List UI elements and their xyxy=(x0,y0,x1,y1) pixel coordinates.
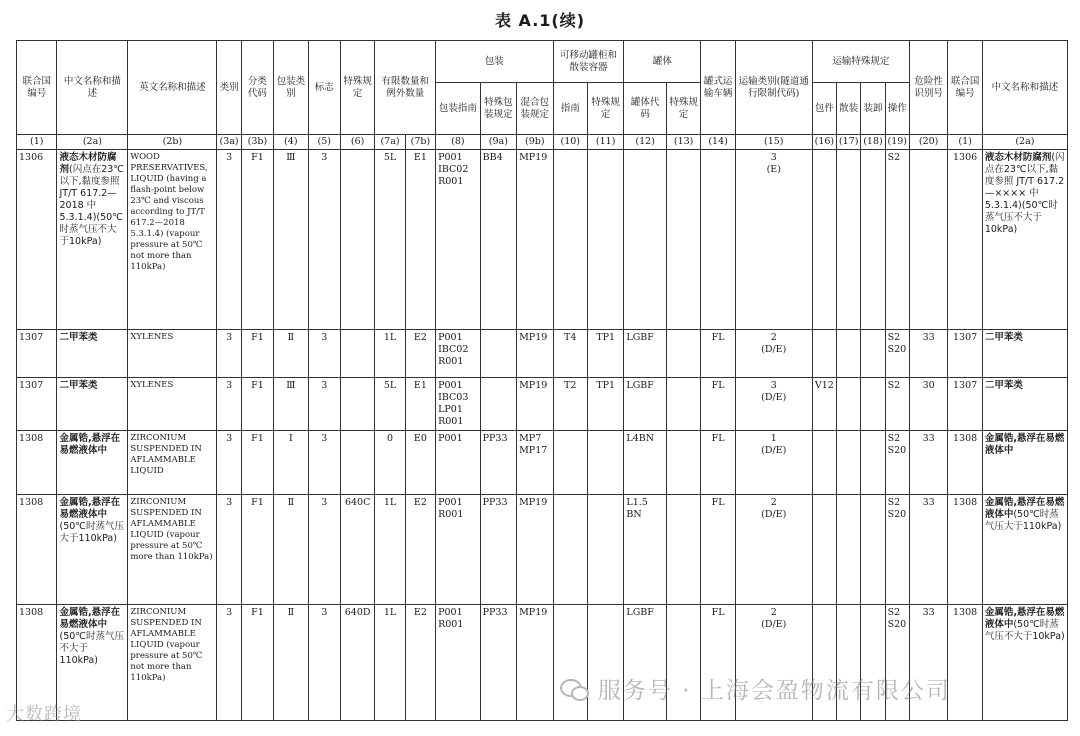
chinese-name-cell-right xyxy=(982,378,1067,431)
tank-special-cell xyxy=(666,431,700,495)
portable-tank-special-cell: TP1 xyxy=(587,330,623,378)
tank-code-cell: L4BN xyxy=(624,431,667,495)
header-packing-instructions: 包装指南 xyxy=(436,83,481,135)
un-number-cell: 1306 xyxy=(17,150,57,330)
column-number: (15) xyxy=(735,135,812,150)
portable-tank-special-cell xyxy=(587,495,623,605)
column-number: (17) xyxy=(837,135,861,150)
vehicle-cell: FL xyxy=(701,495,735,605)
packing-group-cell: Ⅲ xyxy=(274,150,308,330)
portable-tank-instruction-cell xyxy=(553,431,587,495)
header-un-no-2: 联合国编号 xyxy=(948,41,982,135)
header-class: 类别 xyxy=(217,41,241,135)
header-name-en: 英文名称和描述 xyxy=(128,41,217,135)
column-number: (6) xyxy=(340,135,374,150)
packing-group-cell: Ⅱ xyxy=(274,495,308,605)
limited-quantity-cell: 1L xyxy=(375,330,405,378)
bulk-provision-cell xyxy=(837,378,861,431)
special-provision-cell xyxy=(340,378,374,431)
table-row xyxy=(17,330,1068,378)
portable-tank-special-cell xyxy=(587,150,623,330)
header-ts-loading: 装卸 xyxy=(861,83,885,135)
column-number: (12) xyxy=(624,135,667,150)
bulk-provision-cell xyxy=(837,431,861,495)
vehicle-cell: FL xyxy=(701,431,735,495)
chinese-name-cell xyxy=(57,431,128,495)
chinese-name-detail: (50℃时蒸气压大于110kPa) xyxy=(984,509,1062,532)
class-code-cell: F1 xyxy=(241,378,273,431)
corner-watermark: 大数跨境 xyxy=(6,704,82,725)
watermark xyxy=(560,672,951,705)
chinese-name-bold: 液态木材防腐剂 xyxy=(984,152,1052,163)
packing-instruction-cell: P001 IBC02 R001 xyxy=(436,150,481,330)
un-number-cell: 1308 xyxy=(948,495,982,605)
portable-tank-instruction-cell: T4 xyxy=(553,330,587,378)
bulk-provision-cell xyxy=(837,330,861,378)
header-packaging: 包装 xyxy=(436,41,553,83)
packing-instruction-cell: P001 R001 xyxy=(436,495,481,605)
column-number: (14) xyxy=(701,135,735,150)
un-number-cell: 1306 xyxy=(948,150,982,330)
header-pt-special: 特殊规定 xyxy=(587,83,623,135)
packing-group-cell: Ⅲ xyxy=(274,378,308,431)
header-name-zh-2: 中文名称和描述 xyxy=(982,41,1067,135)
header-class-code: 分类代码 xyxy=(241,41,273,135)
chinese-name-bold: 液态木材防腐剂 xyxy=(59,152,117,175)
column-number: (3a) xyxy=(217,135,241,150)
excepted-quantity-cell: E1 xyxy=(405,150,435,330)
english-name-cell: ZIRCONIUM SUSPENDED IN AFLAMMABLE LIQUID (vapour pressure at 50℃ not more than 110kPa) xyxy=(128,605,217,721)
header-limited-excepted: 有限数量和例外数量 xyxy=(375,41,436,135)
mixed-packing-cell: MP19 xyxy=(517,495,553,605)
wechat-icon xyxy=(560,677,590,701)
hazard-id-cell: 33 xyxy=(909,605,947,721)
chinese-name-bold: 二甲苯类 xyxy=(59,380,98,391)
chinese-name-bold: 金属锆,悬浮在易燃液体中 xyxy=(984,607,1065,630)
limited-quantity-cell: 5L xyxy=(375,150,405,330)
column-number: (18) xyxy=(861,135,885,150)
operation-provision-cell: S2 S20 xyxy=(885,495,909,605)
chinese-name-cell xyxy=(57,330,128,378)
table-row xyxy=(17,495,1068,605)
mixed-packing-cell: MP19 xyxy=(517,378,553,431)
table-header xyxy=(17,41,1068,135)
chinese-name-bold: 金属锆,悬浮在易燃液体中 xyxy=(59,433,121,456)
un-number-cell: 1308 xyxy=(948,605,982,721)
operation-provision-cell: S2 S20 xyxy=(885,605,909,721)
mixed-packing-cell: MP7 MP17 xyxy=(517,431,553,495)
chinese-name-cell-right xyxy=(982,150,1067,330)
special-provision-cell: 640C xyxy=(340,495,374,605)
excepted-quantity-cell: E1 xyxy=(405,378,435,431)
vehicle-cell xyxy=(701,150,735,330)
page-title: 表 A.1(续) xyxy=(494,11,586,30)
excepted-quantity-cell: E2 xyxy=(405,330,435,378)
special-packing-cell xyxy=(480,378,516,431)
portable-tank-special-cell: TP1 xyxy=(587,378,623,431)
hazard-id-cell: 30 xyxy=(909,378,947,431)
header-ts-bulk: 散装 xyxy=(837,83,861,135)
label-cell: 3 xyxy=(308,378,340,431)
loading-provision-cell xyxy=(861,378,885,431)
transport-category-cell: 3 (D/E) xyxy=(735,378,812,431)
bulk-provision-cell xyxy=(837,150,861,330)
dangerous-goods-table xyxy=(16,40,1068,721)
limited-quantity-cell: 0 xyxy=(375,431,405,495)
label-cell: 3 xyxy=(308,605,340,721)
header-transport-category: 运输类别(隧道通行限制代码) xyxy=(735,41,812,135)
class-cell: 3 xyxy=(217,495,241,605)
package-provision-cell xyxy=(812,431,836,495)
mixed-packing-cell: MP19 xyxy=(517,330,553,378)
package-provision-cell xyxy=(812,330,836,378)
chinese-name-bold: 二甲苯类 xyxy=(984,332,1023,343)
un-number-cell: 1308 xyxy=(17,605,57,721)
transport-category-cell: 1 (D/E) xyxy=(735,431,812,495)
limited-quantity-cell: 1L xyxy=(375,495,405,605)
column-number: (1) xyxy=(948,135,982,150)
vehicle-cell: FL xyxy=(701,605,735,721)
loading-provision-cell xyxy=(861,150,885,330)
chinese-name-cell xyxy=(57,495,128,605)
hazard-id-cell: 33 xyxy=(909,330,947,378)
special-provision-cell xyxy=(340,150,374,330)
column-number: (16) xyxy=(812,135,836,150)
column-number: (10) xyxy=(553,135,587,150)
un-number-cell: 1308 xyxy=(17,495,57,605)
column-number: (4) xyxy=(274,135,308,150)
special-provision-cell xyxy=(340,431,374,495)
special-provision-cell: 640D xyxy=(340,605,374,721)
column-number: (19) xyxy=(885,135,909,150)
chinese-name-detail: (50℃时蒸气压不大于10kPa) xyxy=(984,619,1065,642)
limited-quantity-cell: 1L xyxy=(375,605,405,721)
transport-category-cell: 2 (D/E) xyxy=(735,605,812,721)
english-name-cell: ZIRCONIUM SUSPENDED IN AFLAMMABLE LIQUID (vapour pressure at 50℃ more than 110kPa) xyxy=(128,495,217,605)
table-row xyxy=(17,378,1068,431)
header-pt-instructions: 指南 xyxy=(553,83,587,135)
special-packing-cell: BB4 xyxy=(480,150,516,330)
class-cell: 3 xyxy=(217,605,241,721)
column-number: (5) xyxy=(308,135,340,150)
class-code-cell: F1 xyxy=(241,431,273,495)
class-cell: 3 xyxy=(217,150,241,330)
column-number: (2b) xyxy=(128,135,217,150)
label-cell: 3 xyxy=(308,431,340,495)
packing-group-cell: Ⅱ xyxy=(274,605,308,721)
column-number: (1) xyxy=(17,135,57,150)
un-number-cell: 1307 xyxy=(17,378,57,431)
chinese-name-cell-right xyxy=(982,495,1067,605)
column-number: (20) xyxy=(909,135,947,150)
hazard-id-cell: 33 xyxy=(909,431,947,495)
portable-tank-instruction-cell xyxy=(553,150,587,330)
column-number: (2a) xyxy=(57,135,128,150)
tank-special-cell xyxy=(666,330,700,378)
header-packing-group: 包装类别 xyxy=(274,41,308,135)
un-number-cell: 1307 xyxy=(948,330,982,378)
header-ts-package: 包件 xyxy=(812,83,836,135)
english-name-cell: XYLENES xyxy=(128,330,217,378)
operation-provision-cell: S2 S20 xyxy=(885,330,909,378)
header-special-provisions: 特殊规定 xyxy=(340,41,374,135)
operation-provision-cell: S2 S20 xyxy=(885,431,909,495)
column-number: (9a) xyxy=(480,135,516,150)
chinese-name-cell-right xyxy=(982,431,1067,495)
portable-tank-instruction-cell: T2 xyxy=(553,378,587,431)
tank-special-cell xyxy=(666,378,700,431)
label-cell: 3 xyxy=(308,495,340,605)
column-number: (7b) xyxy=(405,135,435,150)
class-code-cell: F1 xyxy=(241,495,273,605)
column-number: (13) xyxy=(666,135,700,150)
column-number: (9b) xyxy=(517,135,553,150)
excepted-quantity-cell: E2 xyxy=(405,495,435,605)
portable-tank-instruction-cell xyxy=(553,495,587,605)
header-tanks: 罐体 xyxy=(624,41,701,83)
chinese-name-bold: 金属锆,悬浮在易燃液体中 xyxy=(59,497,121,520)
chinese-name-bold: 金属锆,悬浮在易燃液体中 xyxy=(59,607,121,630)
operation-provision-cell: S2 xyxy=(885,378,909,431)
bulk-provision-cell xyxy=(837,495,861,605)
portable-tank-special-cell xyxy=(587,431,623,495)
hazard-id-cell xyxy=(909,150,947,330)
english-name-cell: ZIRCONIUM SUSPENDED IN AFLAMMABLE LIQUID xyxy=(128,431,217,495)
chinese-name-cell-right xyxy=(982,605,1067,721)
transport-category-cell: 2 (D/E) xyxy=(735,495,812,605)
tank-special-cell xyxy=(666,495,700,605)
column-number-row xyxy=(17,135,1068,150)
chinese-name-detail: (闪点在23℃以下,黏度参照 JT/T 617.2—×××× 中 5.3.1.4)(50℃时蒸气压不大于10kPa) xyxy=(984,152,1065,235)
transport-category-cell: 3 (E) xyxy=(735,150,812,330)
un-number-cell: 1307 xyxy=(948,378,982,431)
un-number-cell: 1307 xyxy=(17,330,57,378)
tank-code-cell: L1.5 BN xyxy=(624,495,667,605)
tank-code-cell: LGBF xyxy=(624,605,667,721)
class-code-cell: F1 xyxy=(241,605,273,721)
column-number: (8) xyxy=(436,135,481,150)
loading-provision-cell xyxy=(861,495,885,605)
column-number: (3b) xyxy=(241,135,273,150)
table-row xyxy=(17,150,1068,330)
english-name-cell: XYLENES xyxy=(128,378,217,431)
header-name-zh: 中文名称和描述 xyxy=(57,41,128,135)
chinese-name-cell xyxy=(57,150,128,330)
column-number: (11) xyxy=(587,135,623,150)
header-tank-code: 罐体代码 xyxy=(624,83,667,135)
chinese-name-detail: (闪点在23℃以下,黏度参照 JT/T 617.2—2018 中 5.3.1.4)(50℃时蒸气压不大于10kPa) xyxy=(59,164,124,247)
table-body xyxy=(17,135,1068,721)
vehicle-cell: FL xyxy=(701,378,735,431)
table-row xyxy=(17,431,1068,495)
tank-code-cell xyxy=(624,150,667,330)
package-provision-cell: V12 xyxy=(812,378,836,431)
excepted-quantity-cell: E0 xyxy=(405,431,435,495)
class-code-cell: F1 xyxy=(241,150,273,330)
chinese-name-bold: 二甲苯类 xyxy=(984,380,1023,391)
loading-provision-cell xyxy=(861,330,885,378)
packing-instruction-cell: P001 IBC02 R001 xyxy=(436,330,481,378)
loading-provision-cell xyxy=(861,431,885,495)
packing-instruction-cell: P001 R001 xyxy=(436,605,481,721)
chinese-name-bold: 二甲苯类 xyxy=(59,332,98,343)
header-un-no: 联合国编号 xyxy=(17,41,57,135)
mixed-packing-cell: MP19 xyxy=(517,150,553,330)
packing-group-cell: Ⅰ xyxy=(274,431,308,495)
dangerous-goods-table-container xyxy=(16,40,1068,721)
header-transport-special: 运输特殊规定 xyxy=(812,41,909,83)
package-provision-cell xyxy=(812,150,836,330)
operation-provision-cell: S2 xyxy=(885,150,909,330)
excepted-quantity-cell: E2 xyxy=(405,605,435,721)
tank-code-cell: LGBF xyxy=(624,330,667,378)
class-cell: 3 xyxy=(217,378,241,431)
special-packing-cell: PP33 xyxy=(480,495,516,605)
packing-group-cell: Ⅱ xyxy=(274,330,308,378)
class-cell: 3 xyxy=(217,330,241,378)
header-portable-tanks: 可移动罐柜和散装容器 xyxy=(553,41,624,83)
chinese-name-bold: 金属锆,悬浮在易燃液体中 xyxy=(984,433,1065,456)
english-name-cell: WOOD PRESERVATIVES, LIQUID (having a flash-point below 23℃ and viscous according to JT/T 617.2—2018 5.3.1.4) (vapour pressure at 50℃ not more than 110kPa) xyxy=(128,150,217,330)
header-ts-operation: 操作 xyxy=(885,83,909,135)
mixed-packing-cell: MP19 xyxy=(517,605,553,721)
label-cell: 3 xyxy=(308,330,340,378)
header-vehicle: 罐式运输车辆 xyxy=(701,41,735,135)
column-number: (7a) xyxy=(375,135,405,150)
packing-instruction-cell: P001 IBC03 LP01 R001 xyxy=(436,378,481,431)
un-number-cell: 1308 xyxy=(17,431,57,495)
special-packing-cell xyxy=(480,330,516,378)
chinese-name-detail: (50℃时蒸气压大于110kPa) xyxy=(59,521,124,544)
header-special-packing: 特殊包装规定 xyxy=(480,83,516,135)
header-tank-special: 特殊规定 xyxy=(666,83,700,135)
header-mixed-packing: 混合包装规定 xyxy=(517,83,553,135)
tank-code-cell: LGBF xyxy=(624,378,667,431)
chinese-name-cell-right xyxy=(982,330,1067,378)
package-provision-cell xyxy=(812,495,836,605)
special-packing-cell: PP33 xyxy=(480,605,516,721)
chinese-name-cell xyxy=(57,378,128,431)
column-number: (2a) xyxy=(982,135,1067,150)
header-labels: 标志 xyxy=(308,41,340,135)
packing-instruction-cell: P001 xyxy=(436,431,481,495)
watermark-text: 服务号 · 上海会盈物流有限公司 xyxy=(598,678,951,704)
chinese-name-bold: 金属锆,悬浮在易燃液体中 xyxy=(984,497,1065,520)
chinese-name-detail: (50℃时蒸气压不大于110kPa) xyxy=(59,631,124,666)
special-packing-cell: PP33 xyxy=(480,431,516,495)
special-provision-cell xyxy=(340,330,374,378)
hazard-id-cell: 33 xyxy=(909,495,947,605)
tank-special-cell xyxy=(666,150,700,330)
class-cell: 3 xyxy=(217,431,241,495)
class-code-cell: F1 xyxy=(241,330,273,378)
un-number-cell: 1308 xyxy=(948,431,982,495)
header-hazard-id: 危险性识别号 xyxy=(909,41,947,135)
label-cell: 3 xyxy=(308,150,340,330)
transport-category-cell: 2 (D/E) xyxy=(735,330,812,378)
limited-quantity-cell: 5L xyxy=(375,378,405,431)
vehicle-cell: FL xyxy=(701,330,735,378)
